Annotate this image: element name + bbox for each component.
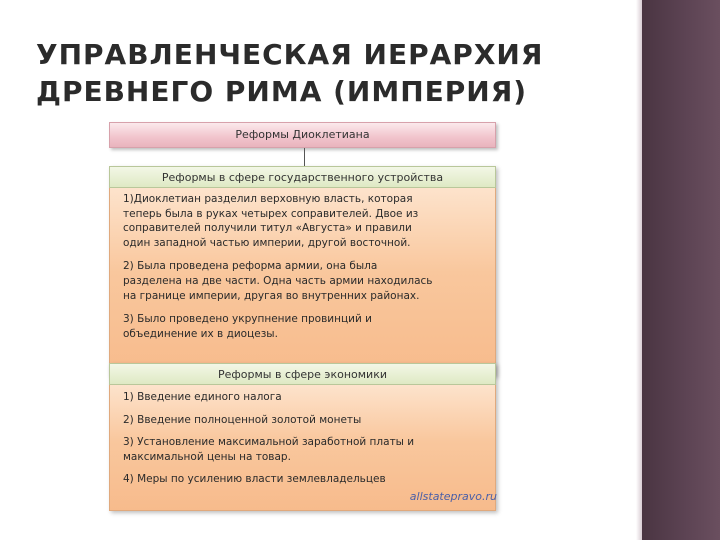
list-item: 4) Меры по усилению власти землевладельцев: [123, 473, 386, 486]
list-item: 2) Была проведена реформа армии, она была разделена на две части. Одна часть армии находилась на границе империи, другая во внутренних районах.: [123, 260, 433, 302]
slide-title-line-1: УПРАВЛЕНЧЕСКАЯ ИЕРАРХИЯ: [36, 38, 544, 71]
group-state-reforms: [109, 166, 496, 376]
root-box: Реформы Диоклетиана: [109, 122, 496, 148]
list-item: 1)Диоклетиан разделил верховную власть, которая теперь была в руках четырех соправителей. Двое из соправителей получили титул «Августа» и правили один западной частью империи, другой восточной.: [123, 193, 419, 249]
list-item: 3) Было проведено укрупнение провинций и объединение их в диоцезы.: [123, 313, 372, 340]
group-header: Реформы в сфере экономики: [109, 363, 496, 385]
slide-title-line-2: ДРЕВНЕГО РИМА (ИМПЕРИЯ): [36, 75, 528, 108]
slide-title: [36, 36, 596, 110]
list-item: 3) Установление максимальной заработной платы и максимальной цены на товар.: [123, 436, 415, 463]
reforms-diagram: [109, 122, 499, 514]
group-economy-reforms: [109, 363, 496, 511]
list-item: 2) Введение полноценной золотой монеты: [123, 413, 362, 426]
side-decorative-band: [642, 0, 720, 540]
list-item: 1) Введение единого налога: [123, 391, 282, 403]
group-body: [109, 188, 496, 376]
watermark-text: allstatepravo.ru: [409, 490, 497, 503]
group-header: Реформы в сфере государственного устройства: [109, 166, 496, 188]
